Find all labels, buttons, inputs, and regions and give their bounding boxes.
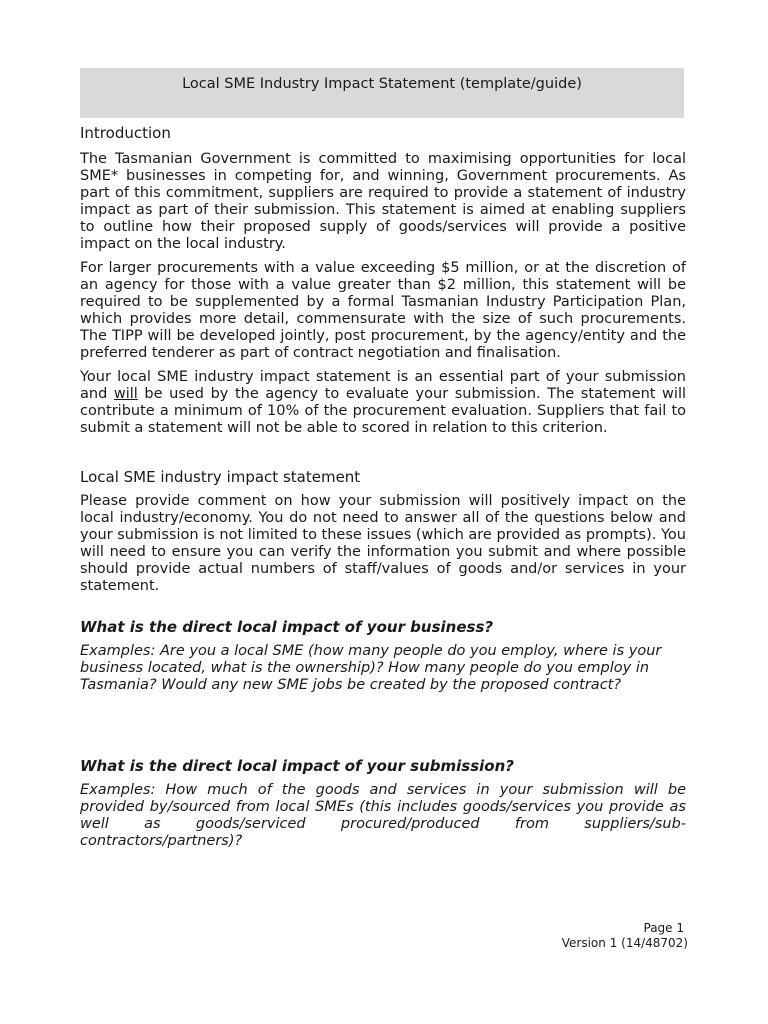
question-heading-business: What is the direct local impact of your business?: [80, 618, 494, 636]
introduction-paragraph-3: [80, 369, 686, 437]
statement-section-heading: Local SME industry impact statement: [80, 468, 361, 486]
question-examples-submission: Examples: How much of the goods and services in your submission will be provided by/sourced from local SMEs (this includes goods/services you provide as well as goods/serviced procured/produced from suppliers/sub-contractors/partners)?: [80, 782, 686, 849]
statement-section-paragraph: Please provide comment on how your submission will positively impact on the local industry/economy. You do not need to answer all of the questions below and your submission is not limited to these issues (which are provided as prompts). You will need to ensure you can verify the information you submit and where possible should provide actual numbers of staff/values of goods and/or services in your statement.: [80, 493, 686, 594]
introduction-heading: Introduction: [80, 124, 171, 142]
document-title: Local SME Industry Impact Statement (template/guide): [182, 76, 582, 92]
introduction-paragraph-2: For larger procurements with a value exceeding $5 million, or at the discretion of an agency for those with a value greater than $2 million, this statement will be required to be supplemented by a formal Tasmanian Industry Participation Plan, which provides more detail, commensurate with the size of such procurements. The TIPP will be developed jointly, post procurement, by the agency/entity and the preferred tenderer as part of contract negotiation and finalisation.: [80, 260, 686, 361]
version-label: Version 1 (14/48702): [561, 936, 688, 950]
introduction-paragraph-1: The Tasmanian Government is committed to maximising opportunities for local SME* businesses in competing for, and winning, Government procurements. As part of this commitment, suppliers are required to provide a statement of industry impact as part of their submission. This statement is aimed at enabling suppliers to outline how their proposed supply of goods/services will provide a positive impact on the local industry.: [80, 151, 686, 252]
document-body: [80, 124, 686, 850]
title-banner: [80, 68, 684, 118]
question-heading-submission: What is the direct local impact of your submission?: [80, 757, 514, 775]
paragraph-3-text-end: be used by the agency to evaluate your submission. The statement will contribute a minimum of 10% of the procurement evaluation. Suppliers that fail to submit a statement will not be able to scored in relation to this criterion.: [80, 386, 686, 436]
underlined-word: will: [113, 386, 138, 402]
question-examples-business: Examples: Are you a local SME (how many people do you employ, where is your business located, what is the ownership)? How many people do you employ in Tasmania? Would any new SME jobs be created by the proposed contract?: [80, 643, 662, 693]
page-number: Page 1: [643, 921, 684, 935]
paragraph-3-text-start: Your local SME industry impact statement is an essential part of your submission and: [80, 369, 686, 402]
